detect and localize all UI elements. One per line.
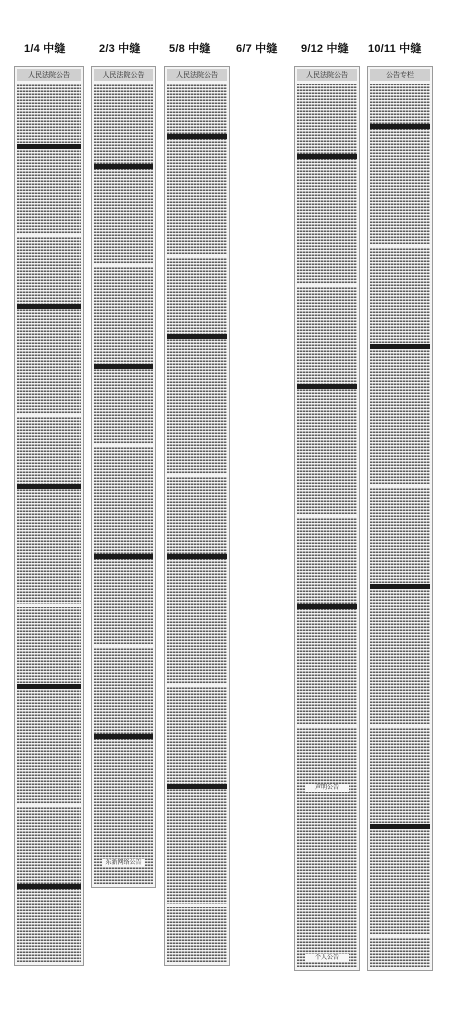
section-heading — [167, 334, 227, 339]
section-title: 东新网络公告 — [102, 859, 145, 867]
paragraph-break — [94, 644, 153, 647]
strip-text-body — [94, 84, 153, 884]
strip-header: 人民法院公告 — [167, 69, 227, 81]
paragraph-break — [17, 414, 81, 417]
section-heading — [17, 144, 81, 149]
paragraph-break — [167, 254, 227, 257]
strip-text-body — [17, 84, 81, 962]
section-heading — [370, 824, 430, 829]
strip-header: 公告专栏 — [370, 69, 430, 81]
strip-header: 人民法院公告 — [297, 69, 357, 81]
section-heading — [94, 734, 153, 739]
section-title: 声明公告 — [305, 784, 349, 792]
column-label-9-12: 9/12 中缝 — [301, 43, 349, 55]
paragraph-break — [17, 604, 81, 607]
section-heading — [167, 554, 227, 559]
paragraph-break — [370, 244, 430, 247]
section-heading — [17, 304, 81, 309]
newspaper-strip-5-8 — [164, 66, 230, 966]
paragraph-break — [370, 484, 430, 487]
section-heading — [167, 134, 227, 139]
paragraph-break — [297, 724, 357, 727]
section-title: 个人公告 — [305, 954, 349, 962]
column-label-1-4: 1/4 中缝 — [24, 43, 66, 55]
column-label-2-3: 2/3 中缝 — [99, 43, 141, 55]
section-heading — [297, 604, 357, 609]
paragraph-break — [297, 514, 357, 517]
column-label-10-11: 10/11 中缝 — [368, 43, 422, 55]
section-heading — [94, 554, 153, 559]
newspaper-strip-1-4 — [14, 66, 84, 966]
paragraph-break — [370, 724, 430, 727]
paragraph-break — [167, 684, 227, 687]
section-heading — [370, 584, 430, 589]
section-heading — [17, 884, 81, 889]
strip-text-body — [297, 84, 357, 967]
paragraph-break — [94, 264, 153, 267]
section-heading — [297, 154, 357, 159]
section-heading — [167, 784, 227, 789]
paragraph-break — [370, 934, 430, 937]
newspaper-strip-9-12 — [294, 66, 360, 971]
paragraph-break — [17, 234, 81, 237]
strip-header: 人民法院公告 — [94, 69, 153, 81]
strip-text-body — [370, 84, 430, 967]
section-heading — [370, 344, 430, 349]
paragraph-break — [17, 804, 81, 807]
paragraph-break — [297, 284, 357, 287]
section-heading — [17, 684, 81, 689]
paragraph-break — [167, 904, 227, 907]
paragraph-break — [167, 474, 227, 477]
column-label-5-8: 5/8 中缝 — [169, 43, 211, 55]
section-heading — [94, 364, 153, 369]
paragraph-break — [94, 444, 153, 447]
newspaper-strip-2-3 — [91, 66, 156, 888]
section-heading — [17, 484, 81, 489]
section-heading — [297, 384, 357, 389]
newspaper-strip-10-11 — [367, 66, 433, 971]
strip-text-body — [167, 84, 227, 962]
column-label-6-7: 6/7 中缝 — [236, 43, 278, 55]
section-heading — [370, 124, 430, 129]
section-heading — [94, 164, 153, 169]
strip-header: 人民法院公告 — [17, 69, 81, 81]
